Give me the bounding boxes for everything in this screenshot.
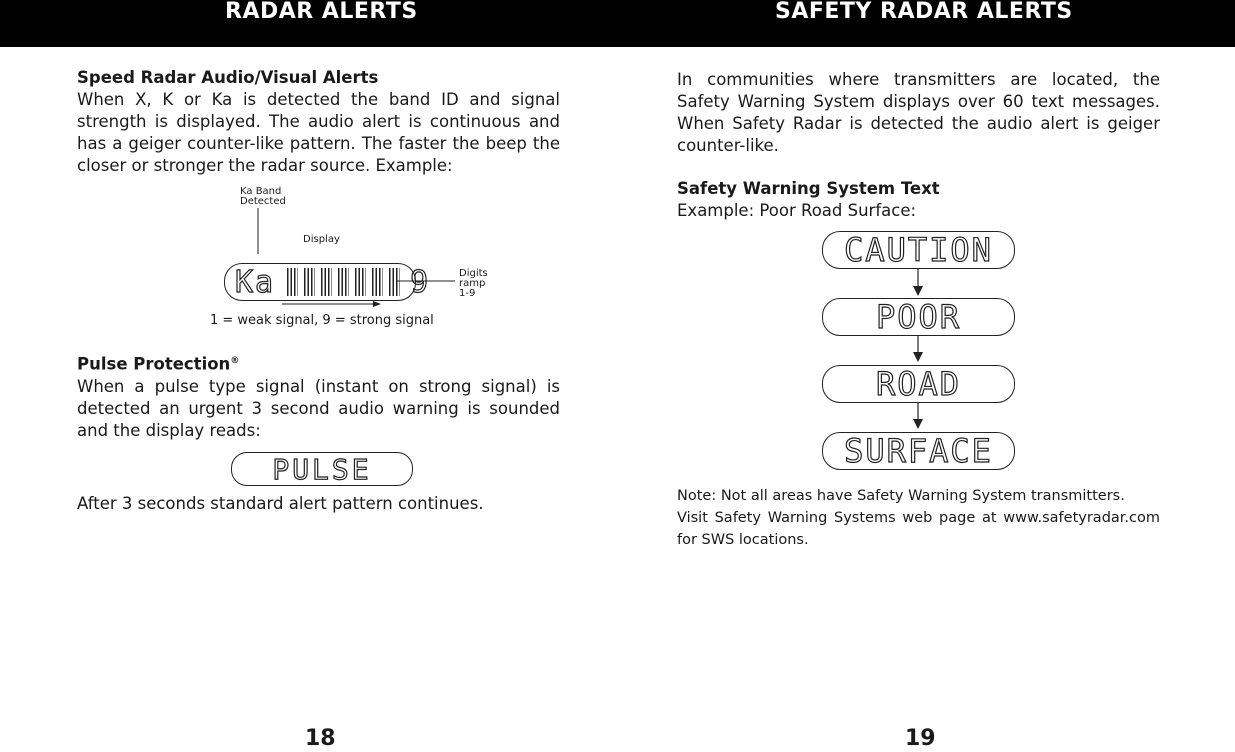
band-id-text: Ka: [235, 264, 276, 300]
left-page-title: RADAR ALERTS: [225, 0, 418, 24]
pulse-body: When a pulse type signal (instant on strong signal) is detected an urgent 3 second audio warning is sounded and the display reads:: [77, 376, 560, 440]
page-number-right: 19: [905, 726, 936, 751]
display-surface: [822, 432, 1015, 470]
sws-heading: Safety Warning System Text: [677, 179, 940, 198]
display-road: [822, 365, 1015, 403]
sws-intro: In communities where transmitters are located, the Safety Warning System displays over 60 text messages. When Safety Radar is detected the audio alert is geiger counter-like.: [677, 70, 1160, 155]
speed-radar-heading: Speed Radar Audio/Visual Alerts: [77, 68, 379, 87]
flow-arrow-head: [913, 352, 923, 362]
note-section: [677, 485, 1160, 551]
visit-text: Visit Safety Warning Systems web page at www.safetyradar.com for SWS locations.: [677, 510, 1160, 548]
signal-scale-caption: 1 = weak signal, 9 = strong signal: [210, 313, 434, 328]
band-label-line1: Ka Band: [240, 186, 282, 197]
flow-arrow-head: [913, 419, 923, 429]
page-number-left: 18: [305, 726, 336, 751]
digits-label-line3: 1-9: [459, 288, 476, 299]
digits-label-line2: ramp: [459, 278, 486, 289]
display-label: Display: [303, 234, 340, 245]
sws-heading-section: [677, 178, 1160, 222]
signal-digit-text: 9: [410, 264, 431, 300]
digits-label-line1: Digits: [459, 268, 488, 279]
pulse-display: [231, 452, 413, 486]
pulse-heading: Pulse Protection: [77, 354, 231, 374]
flow-arrow-head: [913, 286, 923, 296]
after-pulse-text: After 3 seconds standard alert pattern continues.: [77, 494, 484, 513]
sws-intro-section: [677, 69, 1160, 157]
display-caution: [822, 231, 1015, 269]
display-text: ROAD: [875, 365, 962, 403]
right-page-title: SAFETY RADAR ALERTS: [775, 0, 1073, 24]
display-text: CAUTION: [844, 231, 993, 269]
display-text: SURFACE: [844, 432, 993, 470]
sws-example: Example: Poor Road Surface:: [677, 201, 917, 220]
registered-mark: ®: [230, 356, 240, 366]
display-text: POOR: [875, 298, 962, 336]
ramp-arrow-head: [373, 301, 381, 307]
pulse-section: [77, 350, 560, 442]
note-label: Note:: [677, 488, 717, 504]
display-poor: [822, 298, 1015, 336]
note-text: Not all areas have Safety Warning System transmitters.: [716, 488, 1125, 504]
pulse-display-text: PULSE: [272, 452, 372, 486]
speed-radar-body: When X, K or Ka is detected the band ID and signal strength is displayed. The audio alert is continuous and has a geiger counter-like pattern. The faster the beep the closer or stronger the radar source. Example:: [77, 90, 560, 175]
band-label-line2: Detected: [240, 196, 286, 207]
